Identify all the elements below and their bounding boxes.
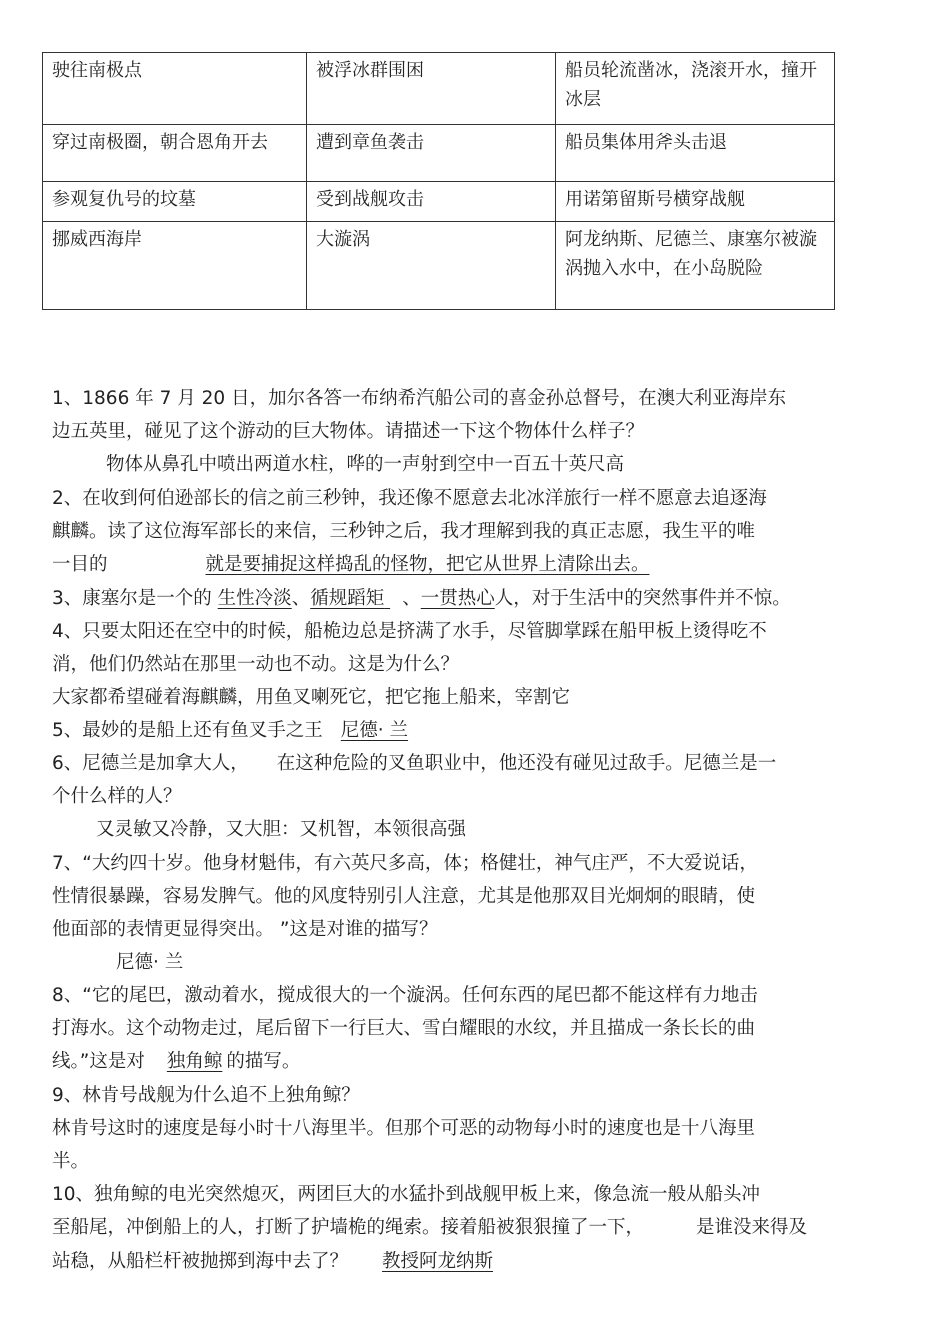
question-10-part-a: 至船尾，冲倒船上的人，打断了护墙桅的绳索。接着船被狠狠撞了一下，: [52, 1217, 645, 1238]
question-2-line-1: 2、在收到何伯逊部长的信之前三秒钟，我还像不愿意去北冰洋旅行一样不愿意去追逐海: [52, 488, 767, 509]
table-cell: 阿龙纳斯、尼德兰、康塞尔被漩涡抛入水中，在小岛脱险: [556, 222, 835, 310]
table-cell: 遭到章鱼袭击: [307, 125, 556, 182]
question-7-line-1: 7、“大约四十岁。他身材魁伟，有六英尺多高，体；格健壮，神气庄严，不大爱说话，: [52, 853, 758, 874]
answer-9-line-2: 半。: [52, 1151, 90, 1172]
question-6-part-a: 6、尼德兰是加拿大人，: [52, 753, 249, 774]
question-8-line-2: 打海水。这个动物走过，尾后留下一行巨大、雪白耀眼的水纹，并且描成一条长长的曲: [52, 1018, 756, 1039]
events-table: [42, 52, 835, 310]
answer-2: 就是要捕捉这样捣乱的怪物，把它从世界上清除出去。: [205, 554, 650, 575]
table-cell: 参观复仇号的坟墓: [43, 182, 307, 222]
question-10-part-b: 是谁没来得及: [696, 1217, 808, 1238]
table-cell: 挪威西海岸: [43, 222, 307, 310]
answer-3a: 生性冷淡: [217, 588, 292, 609]
question-8-prefix: 线。”这是对: [52, 1051, 145, 1072]
question-7-line-3: 他面部的表情更显得突出。 ”这是对谁的描写？: [52, 919, 438, 940]
answer-3b: 循规蹈矩: [310, 588, 385, 609]
table-cell: 船员集体用斧头击退: [556, 125, 835, 182]
question-5: [52, 718, 408, 744]
table-cell: 驶往南极点: [43, 53, 307, 125]
answer-6: 又灵敏又冷静，又大胆：又机智，本领很高强: [96, 819, 467, 840]
table-cell: 被浮冰群围困: [307, 53, 556, 125]
question-8-line-1: 8、“它的尾巴，激动着水，搅成很大的一个漩涡。任何东西的尾巴都不能这样有力地击: [52, 985, 758, 1006]
table-cell: 大漩涡: [307, 222, 556, 310]
question-4-line-2: 消，他们仍然站在那里一动也不动。这是为什么？: [52, 654, 460, 675]
answer-7: 尼德· 兰: [116, 952, 184, 973]
question-2-line-2: 麒麟。读了这位海军部长的来信，三秒钟之后，我才理解到我的真正志愿，我生平的唯: [52, 521, 756, 542]
table-cell: 船员轮流凿冰，浇滚开水，撞开冰层: [556, 53, 835, 125]
question-8-suffix: 的描写。: [226, 1051, 301, 1072]
question-5-prefix: 5、最妙的是船上还有鱼叉手之王: [52, 720, 323, 741]
table-row: [43, 222, 835, 310]
question-9: 9、林肯号战舰为什么追不上独角鲸？: [52, 1085, 360, 1106]
table-row: [43, 53, 835, 125]
answer-3c: 一贯热心: [420, 588, 495, 609]
question-6-line-1: [52, 751, 776, 777]
answer-4: 大家都希望碰着海麒麟，用鱼叉喇死它，把它拖上船来，宰割它: [52, 687, 571, 708]
blank: [384, 586, 402, 612]
question-2-prefix: 一目的: [52, 554, 108, 575]
question-1-line-2: 边五英里，碰见了这个游动的巨大物体。请描述一下这个物体什么样子？: [52, 421, 645, 442]
question-8-line-3: [52, 1049, 300, 1075]
table-row: [43, 125, 835, 182]
question-7-line-2: 性情很暴躁，容易发脾气。他的风度特别引人注意，尤其是他那双目光炯炯的眼睛，使: [52, 886, 756, 907]
question-10-line-2: [52, 1215, 807, 1241]
question-3: [52, 586, 791, 612]
question-1-line-1: 1、1866 年 7 月 20 日，加尔各答一布纳希汽船公司的喜金孙总督号，在澳大利亚海岸东: [52, 388, 787, 409]
question-10-prefix: 站稳，从船栏杆被抛掷到海中去了？: [52, 1251, 349, 1272]
question-6-line-2: 个什么样的人？: [52, 786, 182, 807]
separator: 、: [291, 588, 311, 609]
answer-8: 独角鲸: [166, 1051, 223, 1072]
question-3-suffix: 人，对于生活中的突然事件并不惊。: [494, 588, 791, 609]
table-cell: 用诺第留斯号横穿战舰: [556, 182, 835, 222]
question-2-line-3: [52, 552, 672, 578]
answer-1: 物体从鼻孔中喷出两道水柱，哗的一声射到空中一百五十英尺高: [106, 454, 625, 475]
question-10-line-3: [52, 1249, 493, 1275]
answer-5: 尼德· 兰: [340, 720, 409, 741]
answer-10: 教授阿龙纳斯: [382, 1251, 494, 1272]
table-cell: 穿过南极圈，朝合恩角开去: [43, 125, 307, 182]
answer-9-line-1: 林肯号这时的速度是每小时十八海里半。但那个可恶的动物每小时的速度也是十八海里: [52, 1118, 756, 1139]
separator: 、: [402, 588, 421, 609]
table-cell: 受到战舰攻击: [307, 182, 556, 222]
question-6-part-b: 在这种危险的叉鱼职业中，他还没有碰见过敌手。尼德兰是一: [276, 753, 777, 774]
question-3-prefix: 3、康塞尔是一个的: [52, 588, 212, 609]
question-10-line-1: 10、独角鲸的电光突然熄灭，两团巨大的水猛扑到战舰甲板上来，像急流一般从船头冲: [52, 1184, 761, 1205]
table-row: [43, 182, 835, 222]
question-4-line-1: 4、只要太阳还在空中的时候，船桅边总是挤满了水手，尽管脚掌踩在船甲板上烫得吃不: [52, 621, 767, 642]
